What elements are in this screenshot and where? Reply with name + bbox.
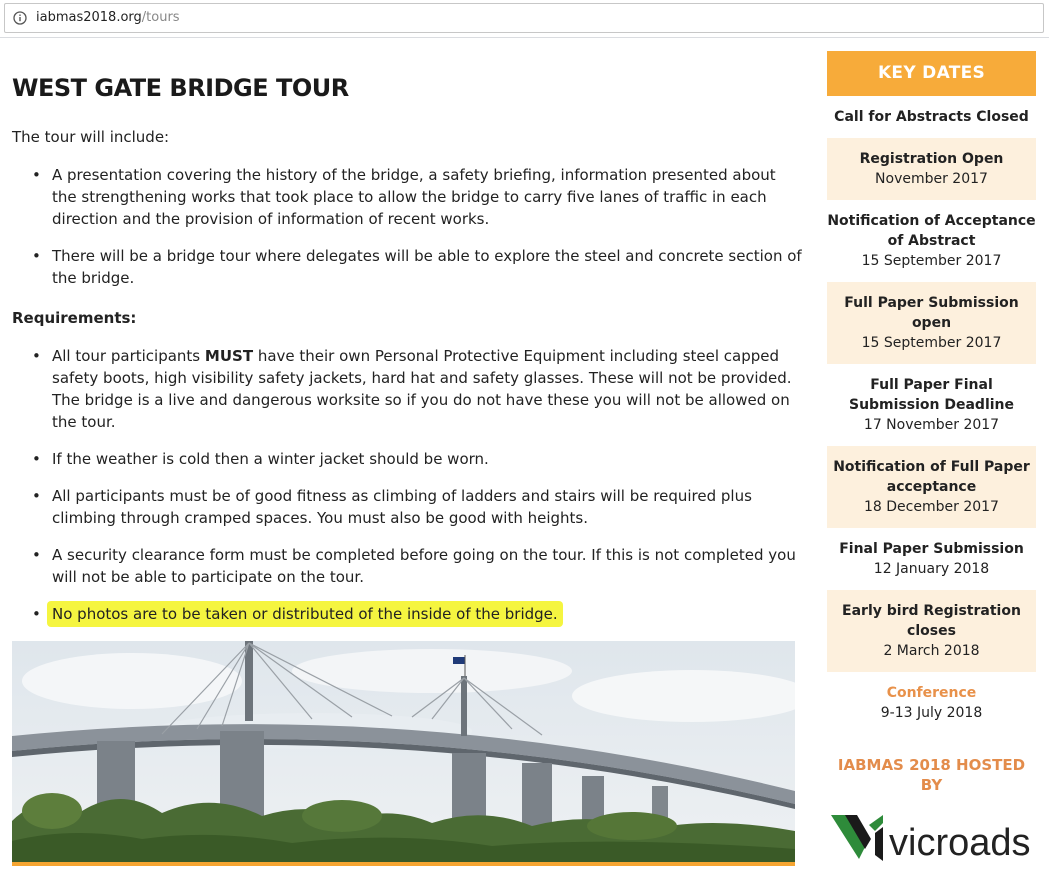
key-date-title: Early bird Registration closes: [842, 603, 1021, 639]
key-date-title: Notification of Full Paper acceptance: [833, 459, 1030, 495]
highlighted-text: No photos are to be taken or distributed of the inside of the bridge.: [47, 601, 563, 627]
list-item: • A presentation covering the history of the bridge, a safety briefing, information presented about the strengthening works that took place to allow the bridge to carry five lanes of traffic in each direction and the provision of information of recent works.: [12, 164, 802, 230]
include-list: [12, 164, 802, 289]
requirements-list: [12, 345, 802, 625]
hosted-by-heading: IABMAS 2018 HOSTED BY: [837, 756, 1026, 794]
list-item: • All participants must be of good fitness as climbing of ladders and stairs will be required plus climbing through cramped spaces. You must also be good with heights.: [12, 485, 802, 529]
key-date-item: [827, 200, 1036, 282]
bridge-illustration: [12, 641, 795, 866]
key-date-item: [827, 364, 1036, 446]
key-date-title: Call for Abstracts Closed: [834, 109, 1029, 125]
list-item: • If the weather is cold then a winter jacket should be worn.: [12, 448, 802, 470]
info-icon[interactable]: [13, 11, 27, 25]
key-date-item: [827, 138, 1036, 200]
key-date-title: Conference: [886, 685, 977, 701]
bridge-photo: [12, 641, 795, 866]
key-date-value: 15 September 2017: [861, 253, 1002, 269]
list-item: • A security clearance form must be completed before going on the tour. If this is not completed you will not be able to participate on the tour.: [12, 544, 802, 588]
page-title: WEST GATE BRIDGE TOUR: [12, 74, 349, 102]
key-date-item: [827, 528, 1036, 590]
requirements-heading: Requirements:: [12, 309, 137, 327]
key-date-value: 15 September 2017: [861, 335, 1002, 351]
vicroads-mark-icon: [831, 809, 1036, 869]
url-host: iabmas2018.org: [36, 10, 142, 25]
key-date-item: [827, 672, 1036, 734]
key-date-title: Registration Open: [859, 151, 1004, 167]
req1-suffix: have their own Personal Protective Equipment including steel capped safety boots, high visibility safety jackets, hard hat and safety glasses. These will not be provided. The bridge is a live and dangerous worksite so if you do not have these you will not be allowed on the tour.: [52, 347, 792, 431]
url-path: /tours: [141, 10, 180, 25]
key-date-item: [827, 96, 1036, 138]
key-date-title: Full Paper Final Submission Deadline: [848, 377, 1015, 413]
key-dates-heading: KEY DATES: [827, 51, 1036, 96]
vicroads-logo[interactable]: [831, 809, 1036, 869]
key-date-item: [827, 282, 1036, 364]
url-text[interactable]: [36, 10, 180, 26]
key-date-value: November 2017: [875, 171, 988, 187]
photo-accent-strip: [12, 862, 795, 866]
browser-address-bar: [0, 0, 1049, 38]
req1-prefix: All tour participants: [52, 347, 205, 365]
list-item: • There will be a bridge tour where delegates will be able to explore the steel and concrete section of the bridge.: [12, 245, 802, 289]
key-date-item: [827, 590, 1036, 672]
key-date-value: 2 March 2018: [883, 643, 980, 659]
list-item: [12, 345, 802, 433]
url-field[interactable]: [4, 3, 1044, 33]
key-date-title: Full Paper Submission open: [844, 295, 1019, 331]
key-date-title: Final Paper Submission: [839, 541, 1024, 557]
req1-bold: MUST: [204, 347, 254, 365]
key-date-value: 9-13 July 2018: [880, 705, 983, 721]
key-date-title: Notification of Acceptance of Abstract: [827, 213, 1036, 249]
key-date-value: 12 January 2018: [873, 561, 990, 577]
key-date-item: [827, 446, 1036, 528]
key-date-value: 18 December 2017: [864, 499, 999, 515]
key-date-value: 17 November 2017: [863, 417, 1000, 433]
list-item: [12, 603, 802, 625]
logo-text: vicroads: [889, 822, 1031, 864]
intro-text: The tour will include:: [12, 128, 170, 146]
